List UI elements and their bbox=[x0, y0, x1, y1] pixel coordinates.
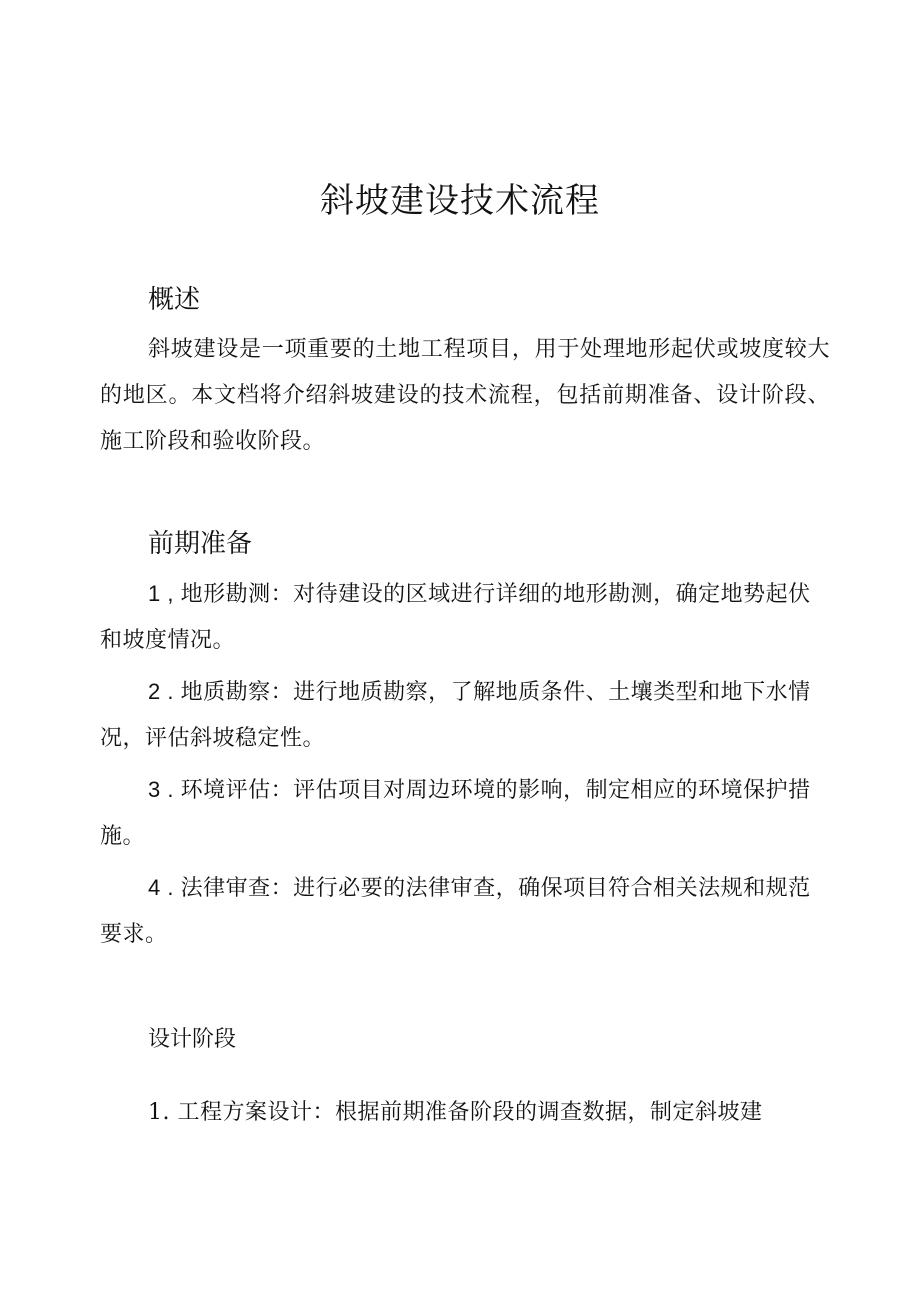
list-item-number: 4 bbox=[148, 875, 161, 900]
list-item-number: 3 bbox=[148, 777, 161, 802]
list-item-separator: . bbox=[160, 679, 181, 704]
design-first-item: 1. 工程方案设计：根据前期准备阶段的调查数据，制定斜坡建 bbox=[148, 1100, 763, 1125]
list-item-number: 1 bbox=[148, 581, 161, 606]
document-title: 斜坡建设技术流程 bbox=[320, 181, 600, 221]
overview-heading: 概述 bbox=[148, 285, 201, 315]
list-item bbox=[100, 571, 830, 664]
list-item-number: 2 bbox=[148, 679, 161, 704]
design-heading: 设计阶段 bbox=[148, 1027, 237, 1052]
preparation-heading: 前期准备 bbox=[148, 529, 253, 559]
list-item-text: 环境评估：评估项目对周边环境的影响，制定相应的环境保护措施。 bbox=[100, 778, 811, 849]
list-item bbox=[100, 669, 830, 762]
list-item-separator: . bbox=[160, 777, 181, 802]
list-item bbox=[100, 767, 830, 860]
overview-paragraph: 斜坡建设是一项重要的土地工程项目，用于处理地形起伏或坡度较大的地区。本文档将介绍斜坡建设的技术流程，包括前期准备、设计阶段、施工阶段和验收阶段。 bbox=[100, 337, 830, 454]
list-item-text: 地质勘察：进行地质勘察，了解地质条件、土壤类型和地下水情况，评估斜坡稳定性。 bbox=[100, 680, 811, 751]
list-item bbox=[100, 865, 830, 958]
list-item-text: 地形勘测：对待建设的区域进行详细的地形勘测，确定地势起伏和坡度情况。 bbox=[100, 582, 811, 653]
list-item-separator: , bbox=[160, 581, 181, 606]
list-item-separator: . bbox=[160, 875, 181, 900]
list-item-text: 法律审查：进行必要的法律审查，确保项目符合相关法规和规范要求。 bbox=[100, 876, 811, 947]
